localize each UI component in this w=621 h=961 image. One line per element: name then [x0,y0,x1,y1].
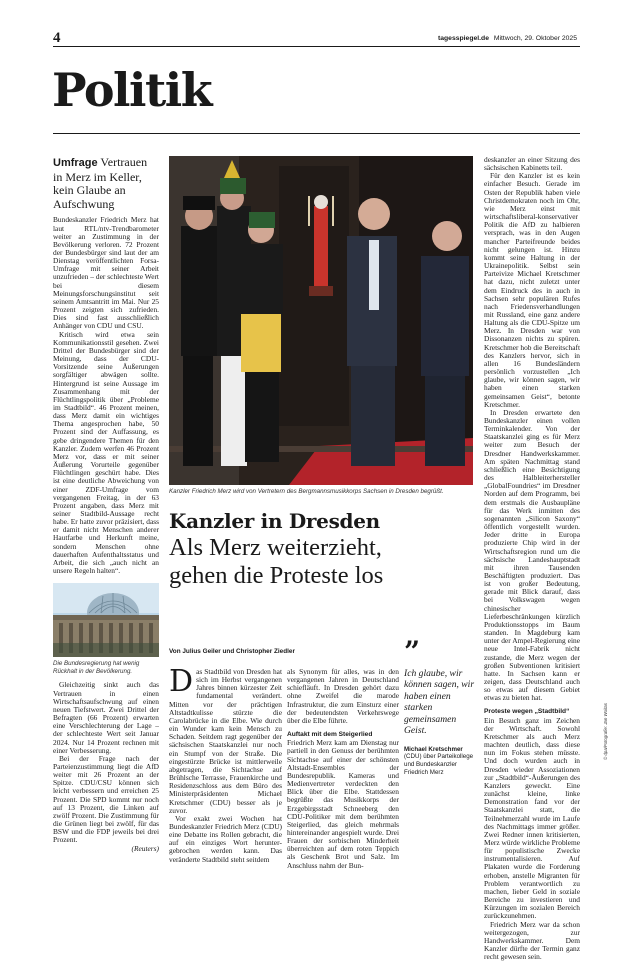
page-number: 4 [53,30,61,46]
site-name: tagesspiegel.de [437,35,489,42]
masthead-site [438,35,577,42]
article-column-1 [169,664,282,864]
sidebar-box [53,156,159,853]
article-title-line-2: gehen die Proteste los [169,562,384,589]
article-paragraph: deskanzler an einer Sitzung des sächsischen Kabinetts teil. [484,155,580,173]
quote-text: Ich glaube, wir können sagen, wir haben einen starken gemeinsamen Geist. [404,668,475,737]
article-paragraph: Für den Kanzler ist es kein einfacher Besuch. Gerade im Osten der Republik haben viele Christdemokraten noch im Ohr, wie Merz einst mit wirtschaftsliberal-konservativer Politik die AfD zu halbieren versprach, was in den Augen mancher Parteifreunde beides nicht gelungen ist. Hinzu kommt seine Haltung in der Ukrainepolitik. Selbst sein Parteivize Michael Kretschmer hat dazu, nicht zuletzt unter dem Eindruck des in auch in Sachsen sehr populären Rufes nach Friedensverhandlungen mit Russland, eine ganz andere Haltung als die CDU-Spitze um Merz. In Dresden war von Dissonanzen nichts zu spüren. Kretschmer hob die Bereitschaft des Kanzlers hervor, sich in allen 16 Bundesländern persönlich vorzustellen „Ich glaube, wir können sagen, wir haben einen starken gemeinsamen Geist“, betonte Kretschmer. [484,171,580,409]
sidebar-paragraph: Bei der Frage nach der Parteienzustimmung liegt die AfD weiter mit 26 Prozent an der Spitze. CDU/CSU können sich leicht verbessern und erreichen 25 Prozent. Die SPD kommt nur noch auf 13 Prozent, die Linken auf zwölf Prozent. Die Zustimmung für die Grünen liegt bei zwölf, für das BSW und die FDP jeweils bei drei Prozent. [53,753,159,845]
section-rule [53,133,580,134]
masthead-rule [53,46,580,47]
photo-caption: Kanzler Friedrich Merz wird von Vertretern des Bergmannsmusikkorps Sachsen in Dresden begrüßt. [169,488,444,495]
article-paragraph: In Dresden erwartete den Bundeskanzler einen vollen Terminkalender. Von der Staatskanzlei ging es für Merz weiter zum Besuch der Dresdner Handwerkskammer. Am späten Nachmittag stand schließlich eine Besichtigung des Halbleiterhersteller „GlobalFoundries“ im Dresdner Norden auf dem Programm, bei dem erstmals die Ausbaupläne für das Werk inmitten des sogenannten „Silicon Saxony“ öffentlich vorgestellt wurden. Jeder dritte in Europa produzierte Chip wird in der Wirtschaftsregion rund um die sächsische Landeshauptstadt mit ihren Tausenden Beschäftigten produziert. Das ist von großer Bedeutung, gerade mit Blick darauf, dass bei Volkswagen wegen chinesischer Lieferbeschränkungen kürzlich Produktionsstopps im Baum standen. In Magdeburg kam unter der Ampel-Regierung eine neue Intel-Fabrik nicht zustande, die Merz wegen der großen Subventionen kritisiert hatte. In Sachsen kann er zeigen, dass Deutschland auch so etwas auf diesem Gebiet etwas zu bieten hat. [484,407,580,703]
sidebar-source: (Reuters) [131,843,159,853]
article-paragraph: als Synonym für alles, was in den vergangenen Jahren in Deutschland schiefläuft. In Dresden gehört dazu ohne Zweifel die marode Infrastruktur, die zum Einsturz einer der bedeutendsten Verkehrswege über die Elbe führte. [287,667,399,725]
byline: Von Julius Geiler und Christopher Ziedler [169,648,295,655]
main-photo [169,156,473,485]
article-column-2 [287,668,399,870]
article-subhead: Auftakt mit dem Steigerlied [287,731,373,739]
article-column-right [484,156,580,961]
article-headline [169,508,479,590]
sidebar-body-2 [53,681,159,852]
sidebar-title: Vertrauen in Merz im Keller, kein Glaube an Aufschwung [53,155,148,211]
article-kicker: Kanzler in Dresden [169,509,380,533]
quote-role: (CDU) über Parteikollege und Bundeskanzler Friedrich Merz [404,753,474,776]
article-paragraph: Ein Besuch ganz im Zeichen der Wirtschaft. Sowohl Kretschmer als auch Merz machten deutlich, dass diese nun im Fokus stehen müsste. Und doch wurden auch in Dresden wieder Assoziationen zur „Stadtbild“-Äußerungen des Kanzlers geweckt. Eine zunächst kleine, linke Demonstration fand vor der Staatskanzlei statt, die Teilnehmerzahl wurde im Laufe des Nachmittags immer größer. Zwei Redner innen kritisierten, Merz würde wirkliche Probleme für populistische Zwecke instrumentalisieren. Auf Plakaten wurde die Forderung erhoben, anstelle Migranten für Problem verantwortlich zu machen, lieber Geld in soziale Bereiche zu investieren und Kürzungen im sozialen Bereich zurückzunehmen. [484,715,580,921]
sidebar-kicker: Umfrage [53,157,98,169]
pull-quote [404,635,480,776]
sidebar-headline [53,156,159,211]
quote-author: Michael Kretschmer [404,746,463,754]
article-paragraph: Friedrich Merz kam am Dienstag nur partiell in den Genuss der berühmten Sichtachse auf einer der schönsten Altstadt-Ensembles der Bundesrepublik. Kameras und Medienvertreter verdeckten den Blick über die Elbe. Stattdessen begrüßte das Musikkorps der Erzgebirgsstadt Schneeberg den CDU-Politiker mit dem berühmten Steigerlied, das gleich mehrmals hintereinander angespielt wurde. Drei Frauen der sorbischen Minderheit überreichten auf dem roten Teppich als Geschenk Brot und Salz. Im Anschluss nahm der Bun- [287,738,399,870]
sidebar-body [53,216,159,575]
reichstag-image [53,583,159,657]
quote-mark-icon: ” [404,635,421,668]
issue-date: Mittwoch, 29. Oktober 2025 [493,35,577,42]
sidebar-paragraph: Kritisch wird etwa sein Kommunikationsstil gesehen. Zwei Drittel der Bundesbürger sind der Meinung, dass der CDU-Vorsitzende seine Äußerungen sorgfältiger abwägen sollte. Hintergrund ist seine Aussage im Zusammenhang mit der Flüchtlingspolitik über „Probleme im Stadtbild“. 46 Prozent meinen, dass Merz damit ein wichtiges Thema angesprochen habe, 50 Prozent sind der Auffassung, es gebe dringendere Themen für den Kanzler. Zudem werfen 46 Prozent Merz vor, dass er mit seiner Äußerung Vorurteile gegenüber Flüchtlingen geschürt habe. Dies ist eine deutliche Abweichung von einer ZDF-Umfrage vom vergangenen Freitag, in der 63 Prozent angaben, dass Merz mit seiner Stadtbild-Aussage recht habe. Er hatte zuvor präzisiert, dass er damit nicht Menschen anderer Hautfarbe und Herkunft meine, sondern Menschen ohne dauerhaften Aufenthaltsstatus und Arbeit, die sich „auch nicht an unsere Regeln halten“. [53,329,159,576]
photo-credit: © dpa/Fotografie: Jan Woitas [603,703,608,760]
article-paragraph: Vor exakt zwei Wochen hat Bundeskanzler Friedrich Merz (CDU) eine Debatte ins Rollen gebracht, die auf ein einziges Wort heruntergebrochen werden kann. Das veränderte Stadtbild steht seitdem [169,813,282,864]
section-title: Politik [52,63,212,117]
article-paragraph: Friedrich Merz war da schon weitergezogen, zur Handwerkskammer. Dem Kanzler dürfte der Termin ganz recht gewesen sein. [484,919,580,961]
article-paragraph: as Stadtbild von Dresden hat sich im Herbst vergangenen Jahres binnen kürzester Zeit fundamental verändert. Mitten vor der prächtigen Altstadtkulisse stürzte die Carolabrücke in die Elbe. Wie durch ein Wunder kam kein Mensch zu Schaden. Seitdem ragt gegenüber der sächsischen Staatskanzlei nur noch ein Stumpf von der Straße. Die eingestürzte Brücke ist mittlerweile abgetragen, die Sichtachse auf Brühlsche Terrasse, Frauenkirche und Residenzschloss aus dem Büro des Ministerpräsidenten Michael Kretschmer (CDU) besser als je zuvor. [169,667,282,815]
sidebar-paragraph: Gleichzeitig sinkt auch das Vertrauen in einen Wirtschaftsaufschwung auf einen neuen Tiefstwert. Zwei Drittel der Befragten (66 Prozent) erwarten eine Verschlechterung der Lage – der schlechteste Wert seit Januar 2024. Nur 14 Prozent rechnen mit einer Verbesserung. [53,680,159,755]
article-title-line-1: Als Merz weiterzieht, [169,534,382,561]
sidebar-image-caption: Die Bundesregierung hat wenig Rückhalt in der Bevölkerung. [53,660,140,675]
sidebar-paragraph: Bundeskanzler Friedrich Merz hat laut RTL/ntv-Trendbarometer weiter an Zustimmung in der Bevölkerung verloren. 72 Prozent der Bundesbürger sind laut der am Dienstag veröffentlichten Forsa-Umfrage mit seiner Arbeit unzufrieden – der schlechteste Wert bei diesem Meinungsforschungsinstitut seit seinem Amtsantritt im Mai. Nur 25 Prozent zeigten sich zufrieden. Dies sind fast ausschließlich Anhänger von CDU und CSU. [53,215,159,331]
article-subhead: Proteste wegen „Stadtbild“ [484,708,570,716]
drop-cap: D [169,664,194,699]
